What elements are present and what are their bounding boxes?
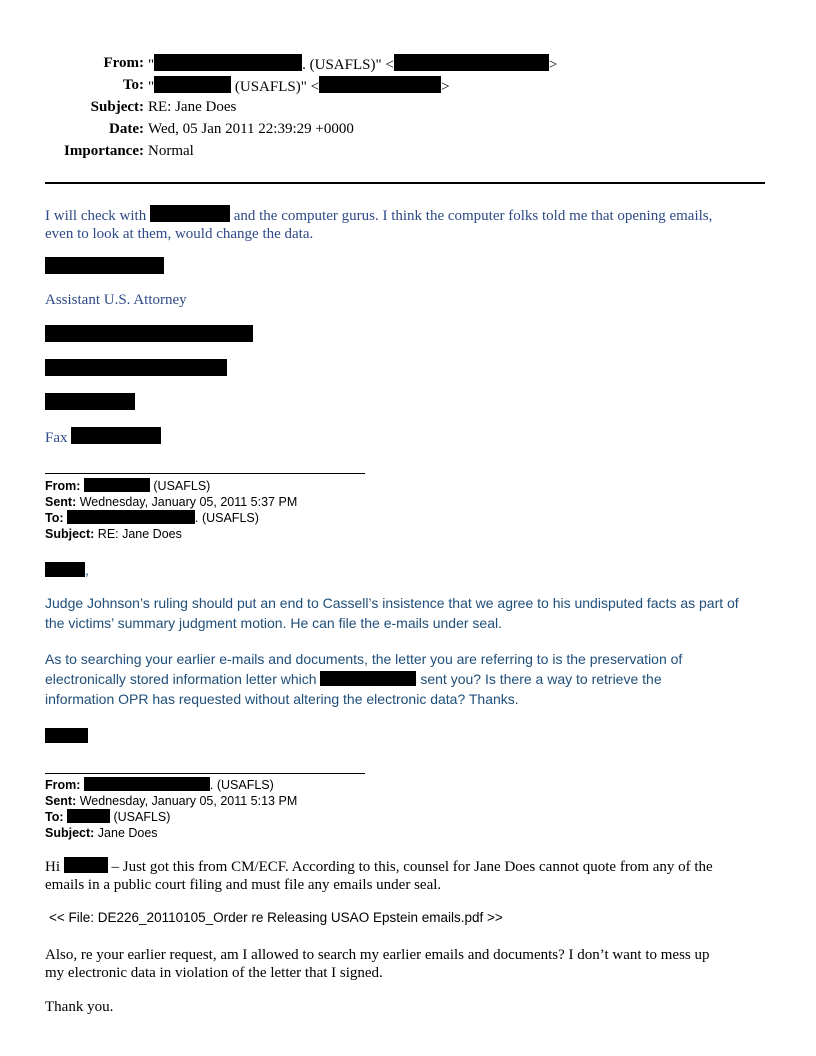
message1-signature-redaction bbox=[45, 728, 88, 743]
message1-paragraph-1: Judge Johnson’s ruling should put an end to Cassell’s insistence that we agree to his undisputed facts as part of the victims’ summary judgment motion. He can file the e-mails under seal. bbox=[45, 595, 739, 631]
message2-divider bbox=[45, 773, 365, 774]
signature-title: Assistant U.S. Attorney bbox=[45, 292, 187, 308]
reply-line-1: I will check with and the computer gurus. I think the computer folks told me that opening emails, bbox=[45, 205, 775, 225]
message1-greeting: , bbox=[45, 560, 89, 580]
message1-from: From: (USAFLS) bbox=[45, 479, 211, 493]
message2-paragraph-2: Also, re your earlier request, am I allowed to search my earlier emails and documents? I don’t want to mess up my electronic data in violation of the letter that I signed. bbox=[45, 947, 710, 981]
redaction bbox=[319, 76, 441, 93]
message1-sent: Sent: Wednesday, January 05, 2011 5:37 PM bbox=[45, 495, 298, 509]
header-date-label: Date: bbox=[109, 121, 144, 137]
redaction bbox=[150, 205, 230, 222]
redaction bbox=[67, 809, 110, 823]
message2-paragraph-1: Hi – Just got this from CM/ECF. According to this, counsel for Jane Does cannot quote from any of the emails in a public court filing and must file any emails under seal. bbox=[45, 859, 713, 893]
header-importance-label: Importance: bbox=[64, 143, 144, 159]
message2-subject: Subject: Jane Does bbox=[45, 826, 158, 840]
header-date-value: Wed, 05 Jan 2011 22:39:29 +0000 bbox=[148, 121, 354, 137]
message2-from: From: . (USAFLS) bbox=[45, 778, 274, 792]
signature-fax: Fax bbox=[45, 427, 161, 447]
redaction bbox=[84, 777, 210, 791]
message1-to: To: . (USAFLS) bbox=[45, 511, 259, 525]
redaction bbox=[64, 857, 108, 873]
redaction bbox=[320, 671, 416, 686]
signature-name-redaction bbox=[45, 257, 164, 274]
message2-attachment[interactable]: << File: DE226_20110105_Order re Releasing USAO Epstein emails.pdf >> bbox=[49, 910, 503, 925]
signature-address-redaction bbox=[45, 359, 227, 376]
redaction bbox=[71, 427, 161, 444]
message2-sent: Sent: Wednesday, January 05, 2011 5:13 PM bbox=[45, 794, 298, 808]
header-to-label: To: bbox=[122, 77, 144, 93]
message1-subject: Subject: RE: Jane Does bbox=[45, 527, 182, 541]
signature-address-redaction bbox=[45, 325, 253, 342]
message2-closing: Thank you. bbox=[45, 999, 114, 1015]
redaction bbox=[84, 478, 150, 492]
redaction bbox=[154, 54, 302, 71]
header-from-label: From: bbox=[103, 55, 144, 71]
reply-line-2: even to look at them, would change the data. bbox=[45, 226, 314, 242]
header-divider bbox=[45, 182, 765, 184]
redaction bbox=[154, 76, 231, 93]
message1-divider bbox=[45, 473, 365, 474]
reply-body bbox=[45, 205, 775, 243]
redaction bbox=[45, 562, 85, 577]
header-from-value: " . (USAFLS)" < > bbox=[148, 54, 557, 74]
redaction bbox=[394, 54, 549, 71]
header-to-value: " (USAFLS)" < > bbox=[148, 76, 450, 96]
redaction bbox=[67, 510, 195, 524]
header-subject-value: RE: Jane Does bbox=[148, 99, 237, 115]
signature-phone-redaction bbox=[45, 393, 135, 410]
header-subject-label: Subject: bbox=[90, 99, 144, 115]
header-importance-value: Normal bbox=[148, 143, 194, 159]
message1-paragraph-2: As to searching your earlier e-mails and documents, the letter you are referring to is the preservation of electronically stored information letter which sent you? Is there a way to retrieve the information OPR has requested without altering the electronic data? Thanks. bbox=[45, 651, 683, 707]
message2-to: To: (USAFLS) bbox=[45, 810, 171, 824]
